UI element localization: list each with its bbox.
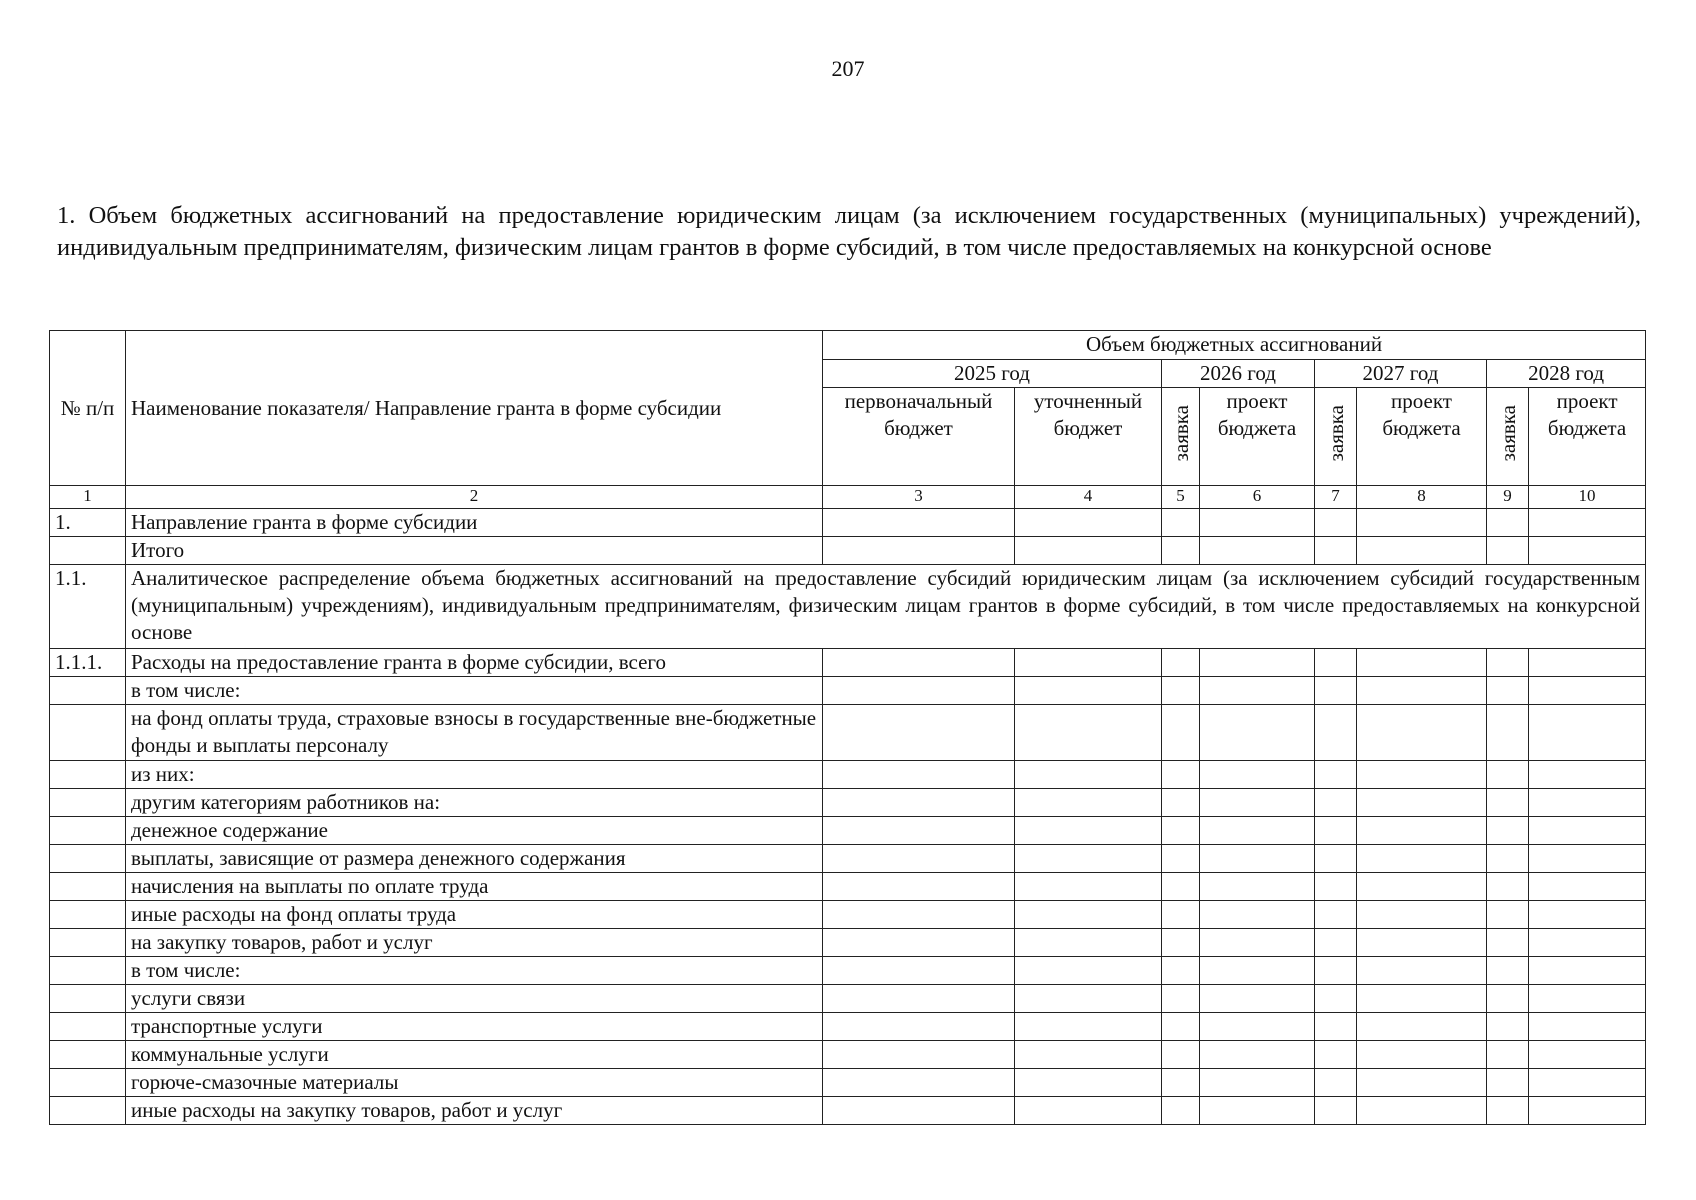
table-row [50, 677, 1646, 705]
value-cell [1200, 929, 1315, 957]
value-cell [1200, 957, 1315, 985]
value-cell [1315, 761, 1357, 789]
header-draft-budget-2026: проект бюджета [1200, 388, 1315, 486]
value-cell [1357, 537, 1487, 565]
value-cell [1315, 929, 1357, 957]
value-cell [1200, 1097, 1315, 1125]
value-cell [1015, 817, 1162, 845]
value-cell [1200, 789, 1315, 817]
budget-allocation-table [49, 330, 1646, 1125]
row-number: 1.1.1. [50, 649, 126, 677]
column-number: 1 [50, 486, 126, 509]
value-cell [1015, 649, 1162, 677]
column-number: 10 [1529, 486, 1646, 509]
row-name: услуги связи [126, 985, 823, 1013]
row-name: горюче-смазочные материалы [126, 1069, 823, 1097]
table-row [50, 929, 1646, 957]
value-cell [1015, 1097, 1162, 1125]
value-cell [1487, 761, 1529, 789]
value-cell [823, 1041, 1015, 1069]
value-cell [1357, 705, 1487, 761]
value-cell [1200, 649, 1315, 677]
row-number [50, 1069, 126, 1097]
value-cell [1162, 509, 1200, 537]
value-cell [1357, 845, 1487, 873]
value-cell [1315, 649, 1357, 677]
value-cell [1487, 509, 1529, 537]
value-cell [1487, 705, 1529, 761]
value-cell [1529, 929, 1646, 957]
value-cell [1162, 985, 1200, 1013]
value-cell [1529, 789, 1646, 817]
header-revised-budget: уточненный бюджет [1015, 388, 1162, 486]
value-cell [1529, 873, 1646, 901]
header-request-label: заявка [1495, 404, 1520, 462]
value-cell [1200, 537, 1315, 565]
value-cell [1162, 537, 1200, 565]
value-cell [1529, 957, 1646, 985]
value-cell [1200, 873, 1315, 901]
value-cell [1162, 677, 1200, 705]
value-cell [1015, 957, 1162, 985]
table-row [50, 985, 1646, 1013]
header-request-2026 [1162, 388, 1200, 486]
value-cell [1487, 649, 1529, 677]
value-cell [1487, 929, 1529, 957]
value-cell [1487, 957, 1529, 985]
table-row [50, 509, 1646, 537]
value-cell [1200, 985, 1315, 1013]
value-cell [823, 845, 1015, 873]
value-cell [1357, 1097, 1487, 1125]
table-row [50, 789, 1646, 817]
value-cell [1162, 845, 1200, 873]
table-row [50, 565, 1646, 649]
value-cell [1015, 985, 1162, 1013]
value-cell [1529, 1041, 1646, 1069]
value-cell [1162, 1069, 1200, 1097]
value-cell [1529, 649, 1646, 677]
row-name: Итого [126, 537, 823, 565]
value-cell [823, 509, 1015, 537]
row-name: иные расходы на закупку товаров, работ и услуг [126, 1097, 823, 1125]
table-row [50, 761, 1646, 789]
value-cell [1162, 901, 1200, 929]
value-cell [1315, 677, 1357, 705]
value-cell [1357, 929, 1487, 957]
value-cell [1487, 1069, 1529, 1097]
row-name: в том числе: [126, 677, 823, 705]
value-cell [823, 677, 1015, 705]
value-cell [1162, 957, 1200, 985]
row-name: начисления на выплаты по оплате труда [126, 873, 823, 901]
value-cell [1162, 705, 1200, 761]
value-cell [1357, 509, 1487, 537]
value-cell [1015, 929, 1162, 957]
value-cell [1200, 761, 1315, 789]
value-cell [1529, 1069, 1646, 1097]
value-cell [1162, 1041, 1200, 1069]
value-cell [1162, 1097, 1200, 1125]
value-cell [1162, 1013, 1200, 1041]
column-number: 8 [1357, 486, 1487, 509]
value-cell [1357, 957, 1487, 985]
header-year-2025: 2025 год [823, 360, 1162, 388]
row-number: 1.1. [50, 565, 126, 649]
value-cell [1487, 537, 1529, 565]
value-cell [1487, 845, 1529, 873]
value-cell [1200, 817, 1315, 845]
row-number [50, 817, 126, 845]
value-cell [1357, 1069, 1487, 1097]
value-cell [1162, 761, 1200, 789]
value-cell [1315, 1097, 1357, 1125]
header-year-2026: 2026 год [1162, 360, 1315, 388]
value-cell [823, 957, 1015, 985]
value-cell [1357, 677, 1487, 705]
value-cell [1015, 1041, 1162, 1069]
value-cell [1529, 509, 1646, 537]
header-year-2027: 2027 год [1315, 360, 1487, 388]
row-name: Расходы на предоставление гранта в форме субсидии, всего [126, 649, 823, 677]
value-cell [1487, 1041, 1529, 1069]
row-name: на фонд оплаты труда, страховые взносы в государственные вне-бюджетные фонды и выплаты персоналу [126, 705, 823, 761]
value-cell [823, 705, 1015, 761]
column-number: 9 [1487, 486, 1529, 509]
row-number [50, 761, 126, 789]
value-cell [1315, 845, 1357, 873]
value-cell [1015, 1069, 1162, 1097]
row-number [50, 789, 126, 817]
value-cell [1529, 705, 1646, 761]
value-cell [823, 817, 1015, 845]
row-name: выплаты, зависящие от размера денежного содержания [126, 845, 823, 873]
row-number [50, 705, 126, 761]
page-number: 207 [831, 56, 865, 81]
table-row [50, 1097, 1646, 1125]
row-name: иные расходы на фонд оплаты труда [126, 901, 823, 929]
value-cell [1200, 1041, 1315, 1069]
value-cell [1529, 761, 1646, 789]
value-cell [1315, 873, 1357, 901]
value-cell [1487, 1013, 1529, 1041]
header-request-2028 [1487, 388, 1529, 486]
table-row [50, 957, 1646, 985]
value-cell [823, 985, 1015, 1013]
value-cell [1200, 509, 1315, 537]
row-number [50, 1013, 126, 1041]
value-cell [1162, 789, 1200, 817]
row-name: коммунальные услуги [126, 1041, 823, 1069]
value-cell [823, 1097, 1015, 1125]
value-cell [1487, 817, 1529, 845]
column-number-row [50, 486, 1646, 509]
row-number [50, 677, 126, 705]
value-cell [1487, 873, 1529, 901]
row-name: денежное содержание [126, 817, 823, 845]
row-number [50, 845, 126, 873]
row-number [50, 901, 126, 929]
value-cell [1200, 845, 1315, 873]
value-cell [1200, 1013, 1315, 1041]
header-volume: Объем бюджетных ассигнований [823, 331, 1646, 360]
value-cell [1357, 817, 1487, 845]
value-cell [1487, 985, 1529, 1013]
row-number [50, 985, 126, 1013]
table-row [50, 901, 1646, 929]
value-cell [1357, 789, 1487, 817]
value-cell [1015, 789, 1162, 817]
value-cell [1487, 1097, 1529, 1125]
value-cell [823, 873, 1015, 901]
column-number: 3 [823, 486, 1015, 509]
row-number [50, 1097, 126, 1125]
value-cell [1015, 1013, 1162, 1041]
table-row [50, 845, 1646, 873]
value-cell [1315, 789, 1357, 817]
row-name: из них: [126, 761, 823, 789]
value-cell [1315, 985, 1357, 1013]
header-name: Наименование показателя/ Направление гранта в форме субсидии [126, 331, 823, 486]
value-cell [1015, 509, 1162, 537]
table-row [50, 1041, 1646, 1069]
value-cell [1487, 901, 1529, 929]
value-cell [1357, 901, 1487, 929]
value-cell [1357, 1013, 1487, 1041]
value-cell [1529, 677, 1646, 705]
value-cell [1529, 817, 1646, 845]
table-row [50, 649, 1646, 677]
value-cell [1357, 649, 1487, 677]
value-cell [1357, 873, 1487, 901]
table-row [50, 537, 1646, 565]
value-cell [823, 1069, 1015, 1097]
column-number: 7 [1315, 486, 1357, 509]
value-cell [823, 789, 1015, 817]
value-cell [1015, 705, 1162, 761]
column-number: 4 [1015, 486, 1162, 509]
value-cell [1015, 873, 1162, 901]
row-name: Направление гранта в форме субсидии [126, 509, 823, 537]
value-cell [1162, 873, 1200, 901]
row-name: транспортные услуги [126, 1013, 823, 1041]
value-cell [823, 761, 1015, 789]
section-heading: 1. Объем бюджетных ассигнований на предоставление юридическим лицам (за исключением государственных (муниципальных) учреждений), индивидуальным предпринимателям, физическим лицам грантов в форме субсидий, в том числе предоставляемых на конкурсной основе [57, 202, 1641, 261]
value-cell [823, 649, 1015, 677]
row-number [50, 537, 126, 565]
value-cell [823, 1013, 1015, 1041]
value-cell [1162, 929, 1200, 957]
row-number [50, 873, 126, 901]
table-row [50, 817, 1646, 845]
row-name-wide: Аналитическое распределение объема бюджетных ассигнований на предоставление субсидий юридическим лицам (за исключением субсидий государственным (муниципальным) учреждениям), индивидуальным предпринимателям, физическим лицам грантов в форме субсидий, в том числе предоставляемых на конкурсной основе [126, 565, 1646, 649]
row-number [50, 929, 126, 957]
value-cell [1315, 537, 1357, 565]
value-cell [1529, 901, 1646, 929]
header-request-2027 [1315, 388, 1357, 486]
column-number: 5 [1162, 486, 1200, 509]
value-cell [1529, 537, 1646, 565]
header-draft-budget-2028: проект бюджета [1529, 388, 1646, 486]
value-cell [1015, 845, 1162, 873]
table-row [50, 1013, 1646, 1041]
value-cell [1162, 817, 1200, 845]
value-cell [823, 929, 1015, 957]
value-cell [1015, 761, 1162, 789]
value-cell [1015, 677, 1162, 705]
header-year-2028: 2028 год [1487, 360, 1646, 388]
value-cell [1529, 985, 1646, 1013]
value-cell [1487, 677, 1529, 705]
value-cell [1357, 761, 1487, 789]
value-cell [1315, 509, 1357, 537]
value-cell [823, 537, 1015, 565]
table-row [50, 873, 1646, 901]
value-cell [1357, 985, 1487, 1013]
value-cell [1200, 677, 1315, 705]
value-cell [1200, 1069, 1315, 1097]
row-name: другим категориям работников на: [126, 789, 823, 817]
table-row [50, 1069, 1646, 1097]
row-name: в том числе: [126, 957, 823, 985]
column-number: 6 [1200, 486, 1315, 509]
row-number [50, 957, 126, 985]
value-cell [1315, 817, 1357, 845]
header-draft-budget-2027: проект бюджета [1357, 388, 1487, 486]
value-cell [1529, 1097, 1646, 1125]
value-cell [1315, 1069, 1357, 1097]
value-cell [1200, 901, 1315, 929]
row-name: на закупку товаров, работ и услуг [126, 929, 823, 957]
value-cell [1357, 1041, 1487, 1069]
value-cell [1529, 1013, 1646, 1041]
row-number: 1. [50, 509, 126, 537]
value-cell [1315, 957, 1357, 985]
value-cell [1015, 537, 1162, 565]
row-number [50, 1041, 126, 1069]
value-cell [1529, 845, 1646, 873]
value-cell [1162, 649, 1200, 677]
header-request-label: заявка [1323, 404, 1348, 462]
value-cell [1015, 901, 1162, 929]
header-initial-budget: первоначальный бюджет [823, 388, 1015, 486]
value-cell [1200, 705, 1315, 761]
column-number: 2 [126, 486, 823, 509]
table-row [50, 705, 1646, 761]
value-cell [1315, 901, 1357, 929]
value-cell [1315, 1041, 1357, 1069]
value-cell [823, 901, 1015, 929]
value-cell [1315, 1013, 1357, 1041]
header-num: № п/п [50, 331, 126, 486]
value-cell [1487, 789, 1529, 817]
header-request-label: заявка [1168, 404, 1193, 462]
value-cell [1315, 705, 1357, 761]
